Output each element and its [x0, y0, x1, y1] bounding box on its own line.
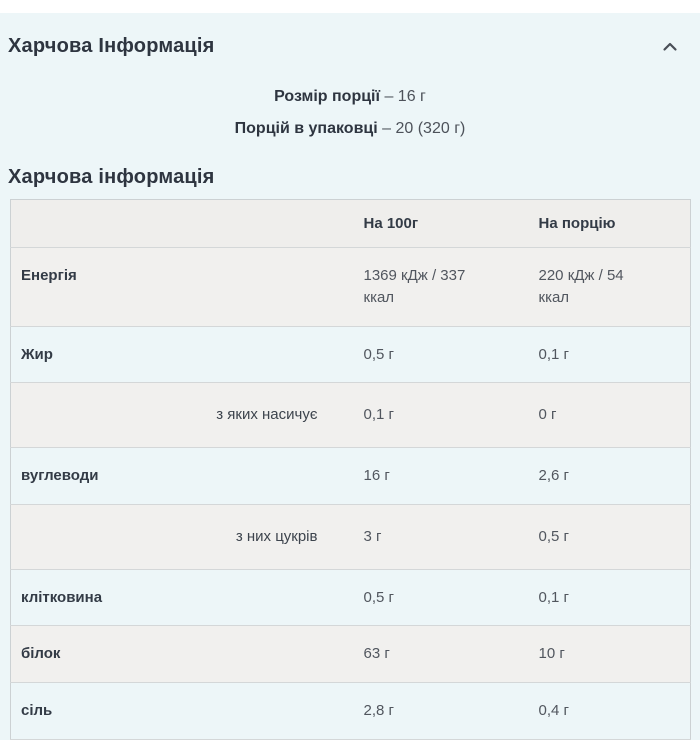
row-label: клітковина [11, 569, 351, 626]
column-header-perserving: На порцію [521, 200, 691, 248]
table-row [11, 383, 691, 448]
servings-per-pack-line [0, 120, 700, 138]
row-perserving: 10 г [521, 626, 691, 683]
column-header-per100: На 100г [351, 200, 521, 248]
accordion-title: Харчова Інформація [8, 35, 215, 57]
row-label: білок [11, 626, 351, 683]
table-row [11, 626, 691, 683]
table-row [11, 448, 691, 505]
serving-size-line [0, 88, 700, 106]
chevron-up-icon[interactable] [662, 39, 678, 55]
table-header-row [11, 200, 691, 248]
nutrition-table [10, 199, 691, 740]
column-header-empty [11, 200, 351, 248]
table-body [11, 248, 691, 740]
row-per100: 0,5 г [351, 569, 521, 626]
row-perserving: 0,5 г [521, 504, 691, 569]
row-per100: 16 г [351, 448, 521, 505]
table-title: Харчова інформація [8, 166, 215, 188]
row-per100: 1369 кДж / 337 ккал [351, 248, 521, 327]
servings-per-pack-label: Порцій в упаковці [234, 120, 378, 137]
row-per100: 63 г [351, 626, 521, 683]
table-row [11, 504, 691, 569]
row-label: з яких насичує [11, 383, 351, 448]
row-per100: 0,1 г [351, 383, 521, 448]
row-perserving: 0 г [521, 383, 691, 448]
row-perserving: 220 кДж / 54 ккал [521, 248, 691, 327]
serving-info [0, 70, 700, 154]
row-perserving: 0,4 г [521, 683, 691, 740]
row-label: Жир [11, 326, 351, 383]
table-row [11, 683, 691, 740]
nutrition-panel [0, 13, 700, 740]
servings-per-pack-value: – 20 (320 г) [382, 120, 466, 137]
serving-size-label: Розмір порції [274, 88, 380, 105]
accordion-header[interactable] [0, 13, 700, 70]
serving-size-value: – 16 г [384, 88, 426, 105]
row-per100: 3 г [351, 504, 521, 569]
table-row [11, 326, 691, 383]
row-per100: 2,8 г [351, 683, 521, 740]
row-label: з них цукрів [11, 504, 351, 569]
row-perserving: 2,6 г [521, 448, 691, 505]
table-row [11, 248, 691, 327]
table-row [11, 569, 691, 626]
row-perserving: 0,1 г [521, 569, 691, 626]
row-label: вуглеводи [11, 448, 351, 505]
row-label: сіль [11, 683, 351, 740]
row-perserving: 0,1 г [521, 326, 691, 383]
row-label: Енергія [11, 248, 351, 327]
row-per100: 0,5 г [351, 326, 521, 383]
